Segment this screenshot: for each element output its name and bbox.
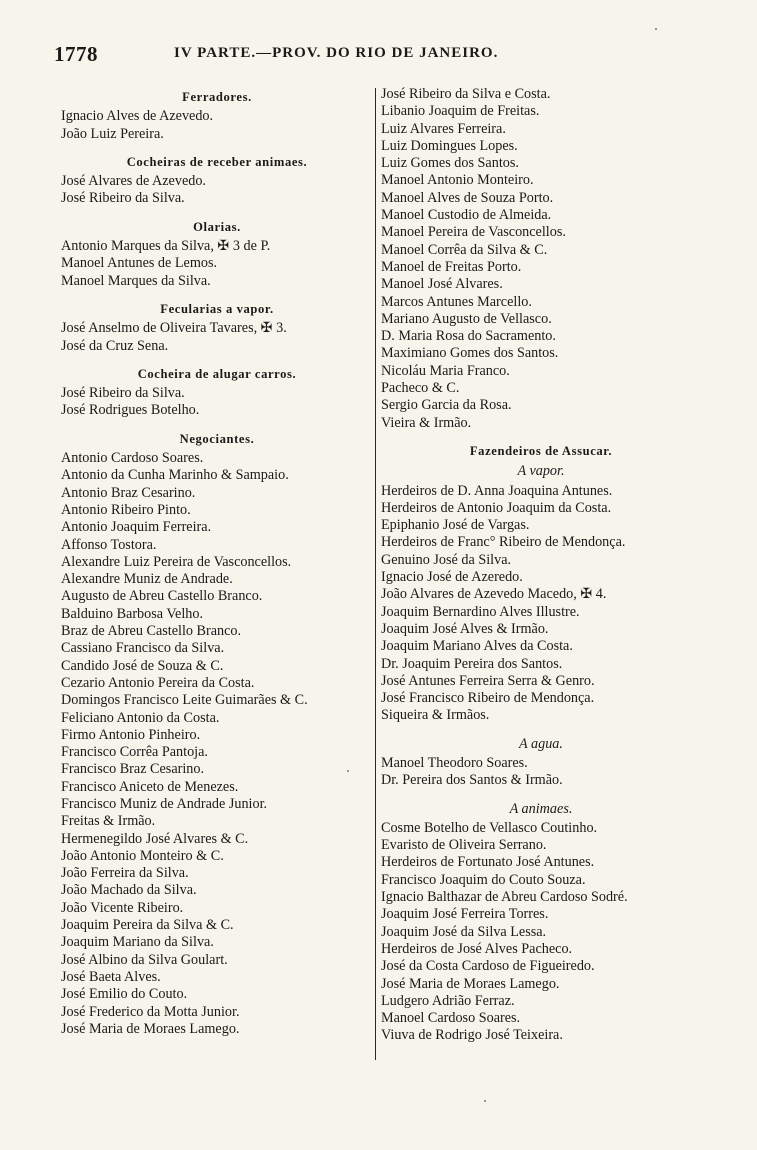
directory-entry: Hermenegildo José Alvares & C.	[61, 830, 249, 847]
directory-entry: Manoel Corrêa da Silva & C.	[381, 241, 548, 258]
column-divider	[375, 88, 376, 1060]
directory-entry: José Frederico da Motta Junior.	[61, 1003, 240, 1020]
directory-entry: Alexandre Luiz Pereira de Vasconcellos.	[61, 553, 292, 570]
directory-entry: Herdeiros de D. Anna Joaquina Antunes.	[381, 482, 613, 499]
directory-entry: Sergio Garcia da Rosa.	[381, 397, 512, 414]
directory-entry: Francisco Corrêa Pantoja.	[61, 744, 208, 761]
directory-entry: Ludgero Adrião Ferraz.	[381, 992, 515, 1009]
directory-entry: Antonio Marques da Silva, ✠ 3 de P.	[61, 238, 271, 255]
directory-entry: Joaquim José Ferreira Torres.	[381, 906, 549, 923]
directory-entry: Feliciano Antonio da Costa.	[61, 709, 220, 726]
directory-entry: Epiphanio José de Vargas.	[381, 517, 530, 534]
directory-entry: Dr. Pereira dos Santos & Irmão.	[381, 772, 563, 789]
directory-entry: Manoel Marques da Silva.	[61, 272, 211, 289]
directory-entry: Luiz Gomes dos Santos.	[381, 155, 519, 172]
page-header	[54, 42, 564, 70]
directory-entry: Manoel Theodoro Soares.	[381, 754, 528, 771]
directory-entry: José Francisco Ribeiro de Mendonça.	[381, 690, 595, 707]
section-heading: Cocheira de alugar carros.	[137, 366, 297, 381]
section-spacer	[61, 143, 373, 151]
directory-entry: Manoel Pereira de Vasconcellos.	[381, 224, 566, 241]
directory-entry: José Emilio do Couto.	[61, 986, 188, 1003]
directory-entry: João Ferreira da Silva.	[61, 865, 189, 882]
directory-entry: José Ribeiro da Silva.	[61, 385, 185, 402]
directory-entry: Balduino Barbosa Velho.	[61, 605, 203, 622]
section-spacer	[61, 420, 373, 428]
directory-entry: D. Maria Rosa do Sacramento.	[381, 328, 556, 345]
directory-entry: Ignacio José de Azeredo.	[381, 569, 523, 586]
directory-entry: Domingos Francisco Leite Guimarães & C.	[61, 692, 308, 709]
directory-entry: Augusto de Abreu Castello Branco.	[61, 588, 263, 605]
directory-entry: Antonio da Cunha Marinho & Sampaio.	[61, 467, 289, 484]
subsection-heading: A agua.	[519, 735, 563, 752]
directory-entry: João Antonio Monteiro & C.	[61, 847, 224, 864]
directory-entry: Firmo Antonio Pinheiro.	[61, 726, 201, 743]
directory-entry: Maximiano Gomes dos Santos.	[381, 345, 559, 362]
directory-entry: Manoel José Alvares.	[381, 276, 503, 293]
directory-entry: Cassiano Francisco da Silva.	[61, 640, 225, 657]
directory-entry: José Maria de Moraes Lamego.	[381, 975, 560, 992]
directory-entry: José Ribeiro da Silva.	[61, 190, 185, 207]
directory-entry: Herdeiros de Franc° Ribeiro de Mendonça.	[381, 534, 626, 551]
section-heading: Ferradores.	[182, 90, 252, 104]
section-spacer	[61, 355, 373, 363]
directory-entry: Manoel de Freitas Porto.	[381, 258, 522, 275]
directory-entry: José da Costa Cardoso de Figueiredo.	[381, 958, 595, 975]
section-heading: Fecularias a vapor.	[160, 301, 274, 316]
directory-entry: José Baeta Alves.	[61, 968, 161, 985]
directory-entry: Joaquim José Alves & Irmão.	[381, 620, 549, 637]
section-spacer	[381, 725, 701, 733]
directory-entry: Freitas & Irmão.	[61, 813, 156, 830]
directory-entry: Mariano Augusto de Vellasco.	[381, 310, 552, 327]
left-column	[61, 86, 373, 1038]
running-title: IV PARTE.—PROV. DO RIO DE JANEIRO.	[174, 45, 499, 61]
directory-entry: Evaristo de Oliveira Serrano.	[381, 837, 547, 854]
directory-entry: João Vicente Ribeiro.	[61, 899, 184, 916]
directory-entry: José Rodrigues Botelho.	[61, 402, 200, 419]
directory-entry: Herdeiros de José Alves Pacheco.	[381, 940, 573, 957]
directory-entry: Francisco Braz Cesarino.	[61, 761, 205, 778]
directory-entry: José Antunes Ferreira Serra & Genro.	[381, 672, 595, 689]
directory-entry: Candido José de Souza & C.	[61, 657, 224, 674]
directory-entry: João Luiz Pereira.	[61, 125, 164, 142]
directory-entry: José Ribeiro da Silva e Costa.	[381, 86, 551, 102]
directory-entry: Antonio Cardoso Soares.	[61, 450, 204, 467]
directory-entry: José Alvares de Azevedo.	[61, 173, 206, 190]
directory-entry: Joaquim Mariano da Silva.	[61, 934, 214, 951]
page-number: 1778	[54, 42, 98, 66]
directory-entry: Manoel Antunes de Lemos.	[61, 255, 218, 272]
section-spacer	[381, 432, 701, 440]
directory-entry: Siqueira & Irmãos.	[381, 707, 490, 724]
directory-entry: Manoel Antonio Monteiro.	[381, 172, 534, 189]
directory-entry: Genuino José da Silva.	[381, 551, 512, 568]
directory-entry: Luiz Domingues Lopes.	[381, 137, 518, 154]
directory-entry: Joaquim Pereira da Silva & C.	[61, 917, 234, 934]
directory-entry: Manoel Custodio de Almeida.	[381, 207, 552, 224]
paper-speck	[484, 1100, 486, 1102]
directory-entry: Affonso Tostora.	[61, 536, 157, 553]
directory-entry: Joaquim Bernardino Alves Illustre.	[381, 603, 580, 620]
directory-entry: Alexandre Muniz de Andrade.	[61, 571, 233, 588]
directory-entry: José Maria de Moraes Lamego.	[61, 1020, 240, 1037]
section-heading: Fazendeiros de Assucar.	[469, 443, 613, 458]
directory-entry: Ignacio Balthazar de Abreu Cardoso Sodré.	[381, 889, 628, 906]
directory-entry: Luiz Alvares Ferreira.	[381, 120, 506, 137]
paper-speck	[655, 28, 657, 30]
directory-entry: Vieira & Irmão.	[381, 414, 472, 431]
directory-entry: Antonio Braz Cesarino.	[61, 484, 196, 501]
directory-entry: Francisco Aniceto de Menezes.	[61, 778, 239, 795]
directory-entry: Antonio Joaquim Ferreira.	[61, 519, 212, 536]
directory-entry: Ignacio Alves de Azevedo.	[61, 108, 214, 125]
subsection-heading: A vapor.	[517, 463, 565, 480]
directory-entry: Braz de Abreu Castello Branco.	[61, 623, 242, 640]
directory-entry: João Alvares de Azevedo Macedo, ✠ 4.	[381, 586, 607, 603]
directory-entry: Viuva de Rodrigo José Teixeira.	[381, 1027, 563, 1044]
section-heading: Olarias.	[193, 219, 241, 234]
section-spacer	[381, 790, 701, 798]
directory-entry: Antonio Ribeiro Pinto.	[61, 501, 191, 518]
directory-entry: Nicoláu Maria Franco.	[381, 362, 510, 379]
directory-entry: Manoel Alves de Souza Porto.	[381, 189, 554, 206]
directory-entry: Herdeiros de Fortunato José Antunes.	[381, 854, 595, 871]
directory-entry: Dr. Joaquim Pereira dos Santos.	[381, 655, 563, 672]
directory-entry: Libanio Joaquim de Freitas.	[381, 103, 540, 120]
directory-entry: José da Cruz Sena.	[61, 337, 169, 354]
directory-entry: Manoel Cardoso Soares.	[381, 1010, 521, 1027]
directory-entry: Marcos Antunes Marcello.	[381, 293, 532, 310]
section-spacer	[61, 290, 373, 298]
directory-entry: Cosme Botelho de Vellasco Coutinho.	[381, 819, 598, 836]
directory-entry: José Anselmo de Oliveira Tavares, ✠ 3.	[61, 320, 287, 337]
subsection-heading: A animaes.	[509, 800, 573, 817]
section-heading: Cocheiras de receber animaes.	[126, 154, 308, 169]
right-column	[381, 86, 701, 1045]
section-heading: Negociantes.	[179, 431, 255, 446]
directory-entry: Herdeiros de Antonio Joaquim da Costa.	[381, 499, 612, 516]
directory-entry: Pacheco & C.	[381, 380, 460, 397]
directory-entry: João Machado da Silva.	[61, 882, 197, 899]
paper-speck	[347, 770, 349, 772]
directory-entry: Joaquim Mariano Alves da Costa.	[381, 638, 573, 655]
directory-entry: Cezario Antonio Pereira da Costa.	[61, 674, 255, 691]
directory-entry: José Albino da Silva Goulart.	[61, 951, 228, 968]
directory-entry: Francisco Muniz de Andrade Junior.	[61, 795, 268, 812]
directory-entry: Joaquim José da Silva Lessa.	[381, 923, 547, 940]
section-spacer	[61, 208, 373, 216]
directory-entry: Francisco Joaquim do Couto Souza.	[381, 871, 586, 888]
